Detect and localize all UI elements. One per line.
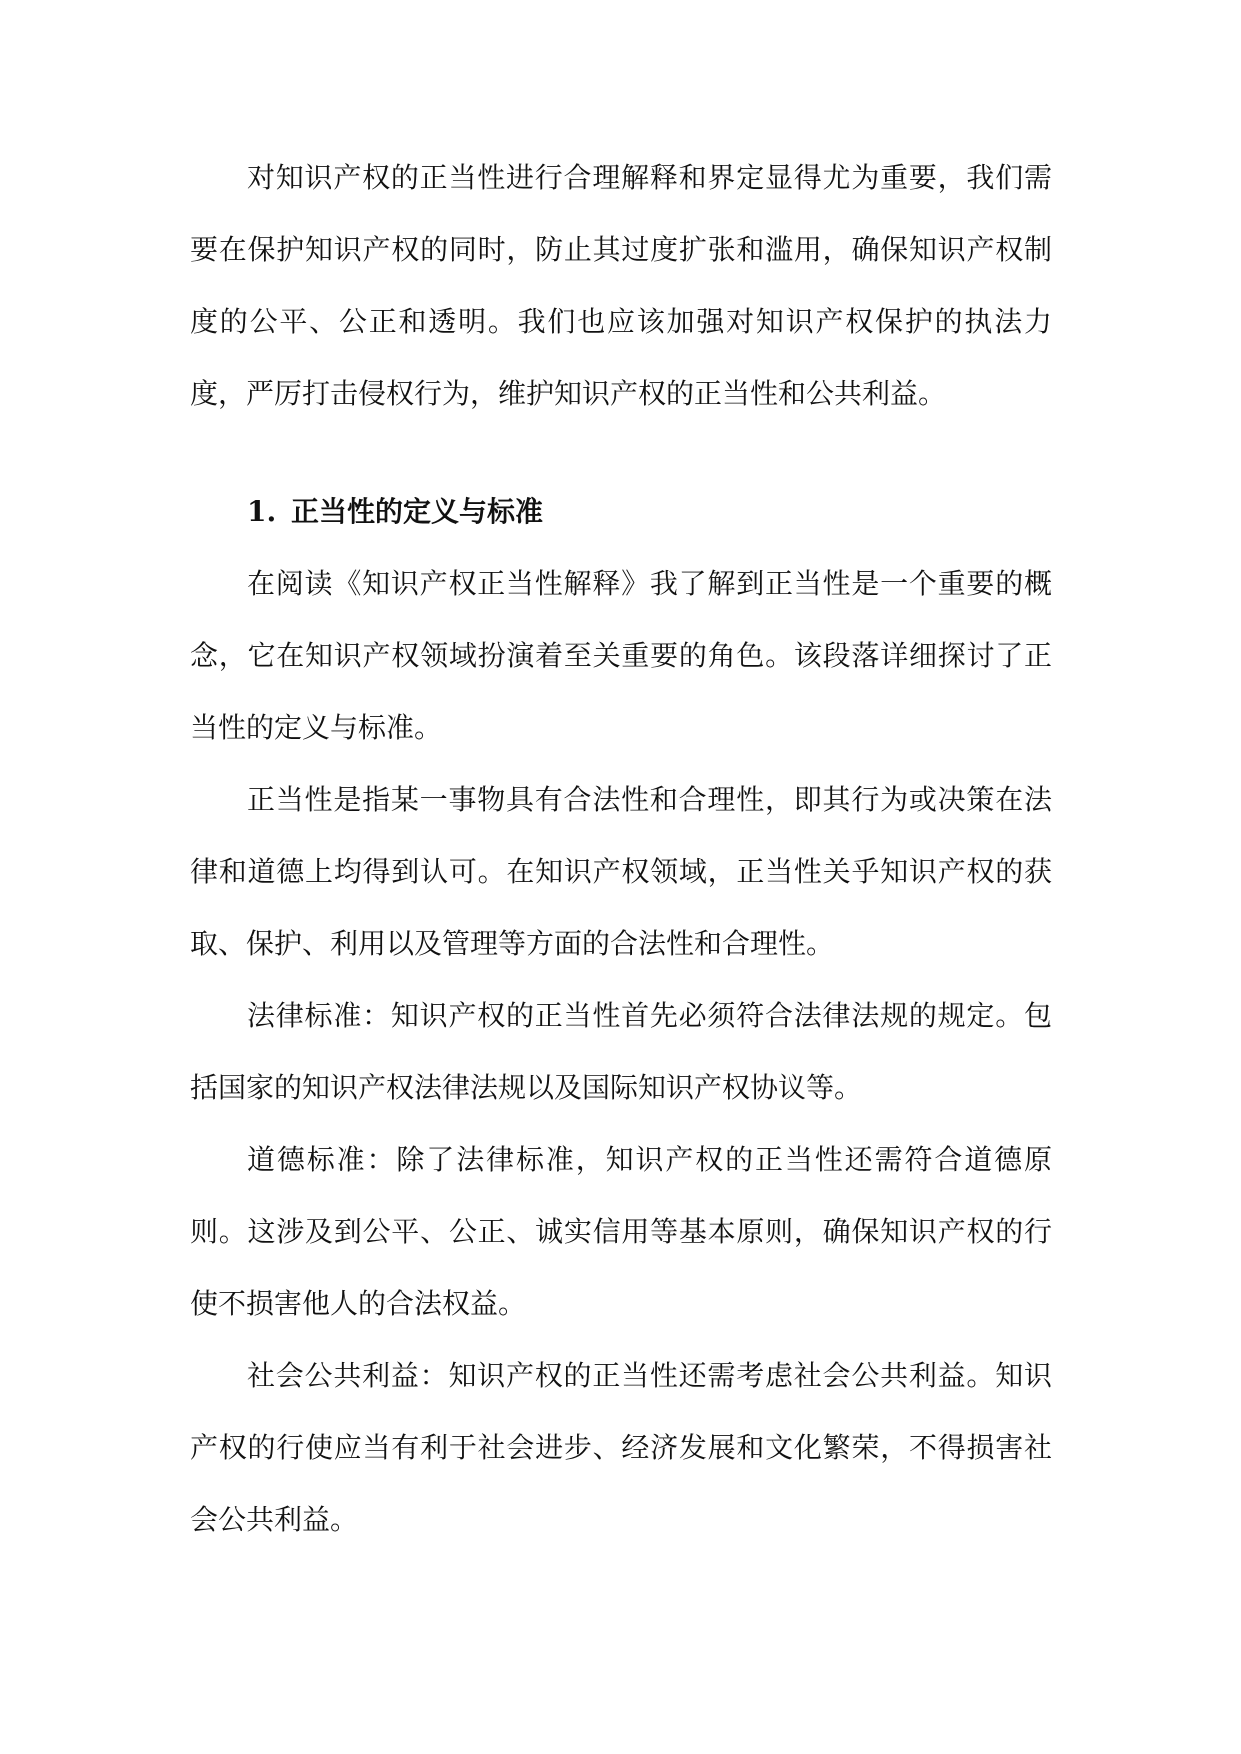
section-title: 正当性的定义与标准 [291, 495, 544, 528]
document-body [190, 142, 1052, 1556]
paragraph-reading: 在阅读《知识产权正当性解释》我了解到正当性是一个重要的概念，它在知识产权领域扮演着至关重要的角色。该段落详细探讨了正当性的定义与标准。 [190, 567, 1052, 744]
section-number: 1. [247, 495, 277, 528]
section-heading [190, 476, 1052, 548]
paragraph-definition: 正当性是指某一事物具有合法性和合理性，即其行为或决策在法律和道德上均得到认可。在知识产权领域，正当性关乎知识产权的获取、保护、利用以及管理等方面的合法性和合理性。 [190, 783, 1052, 960]
paragraph-public-interest: 社会公共利益：知识产权的正当性还需考虑社会公共利益。知识产权的行使应当有利于社会进步、经济发展和文化繁荣，不得损害社会公共利益。 [190, 1359, 1052, 1536]
paragraph-legal-standard: 法律标准：知识产权的正当性首先必须符合法律法规的规定。包括国家的知识产权法律法规以及国际知识产权协议等。 [190, 999, 1052, 1104]
section-spacer [190, 430, 1052, 476]
intro-paragraph: 对知识产权的正当性进行合理解释和界定显得尤为重要，我们需要在保护知识产权的同时，防止其过度扩张和滥用，确保知识产权制度的公平、公正和透明。我们也应该加强对知识产权保护的执法力度，严厉打击侵权行为，维护知识产权的正当性和公共利益。 [190, 161, 1052, 410]
paragraph-moral-standard: 道德标准：除了法律标准，知识产权的正当性还需符合道德原则。这涉及到公平、公正、诚实信用等基本原则，确保知识产权的行使不损害他人的合法权益。 [190, 1143, 1052, 1320]
